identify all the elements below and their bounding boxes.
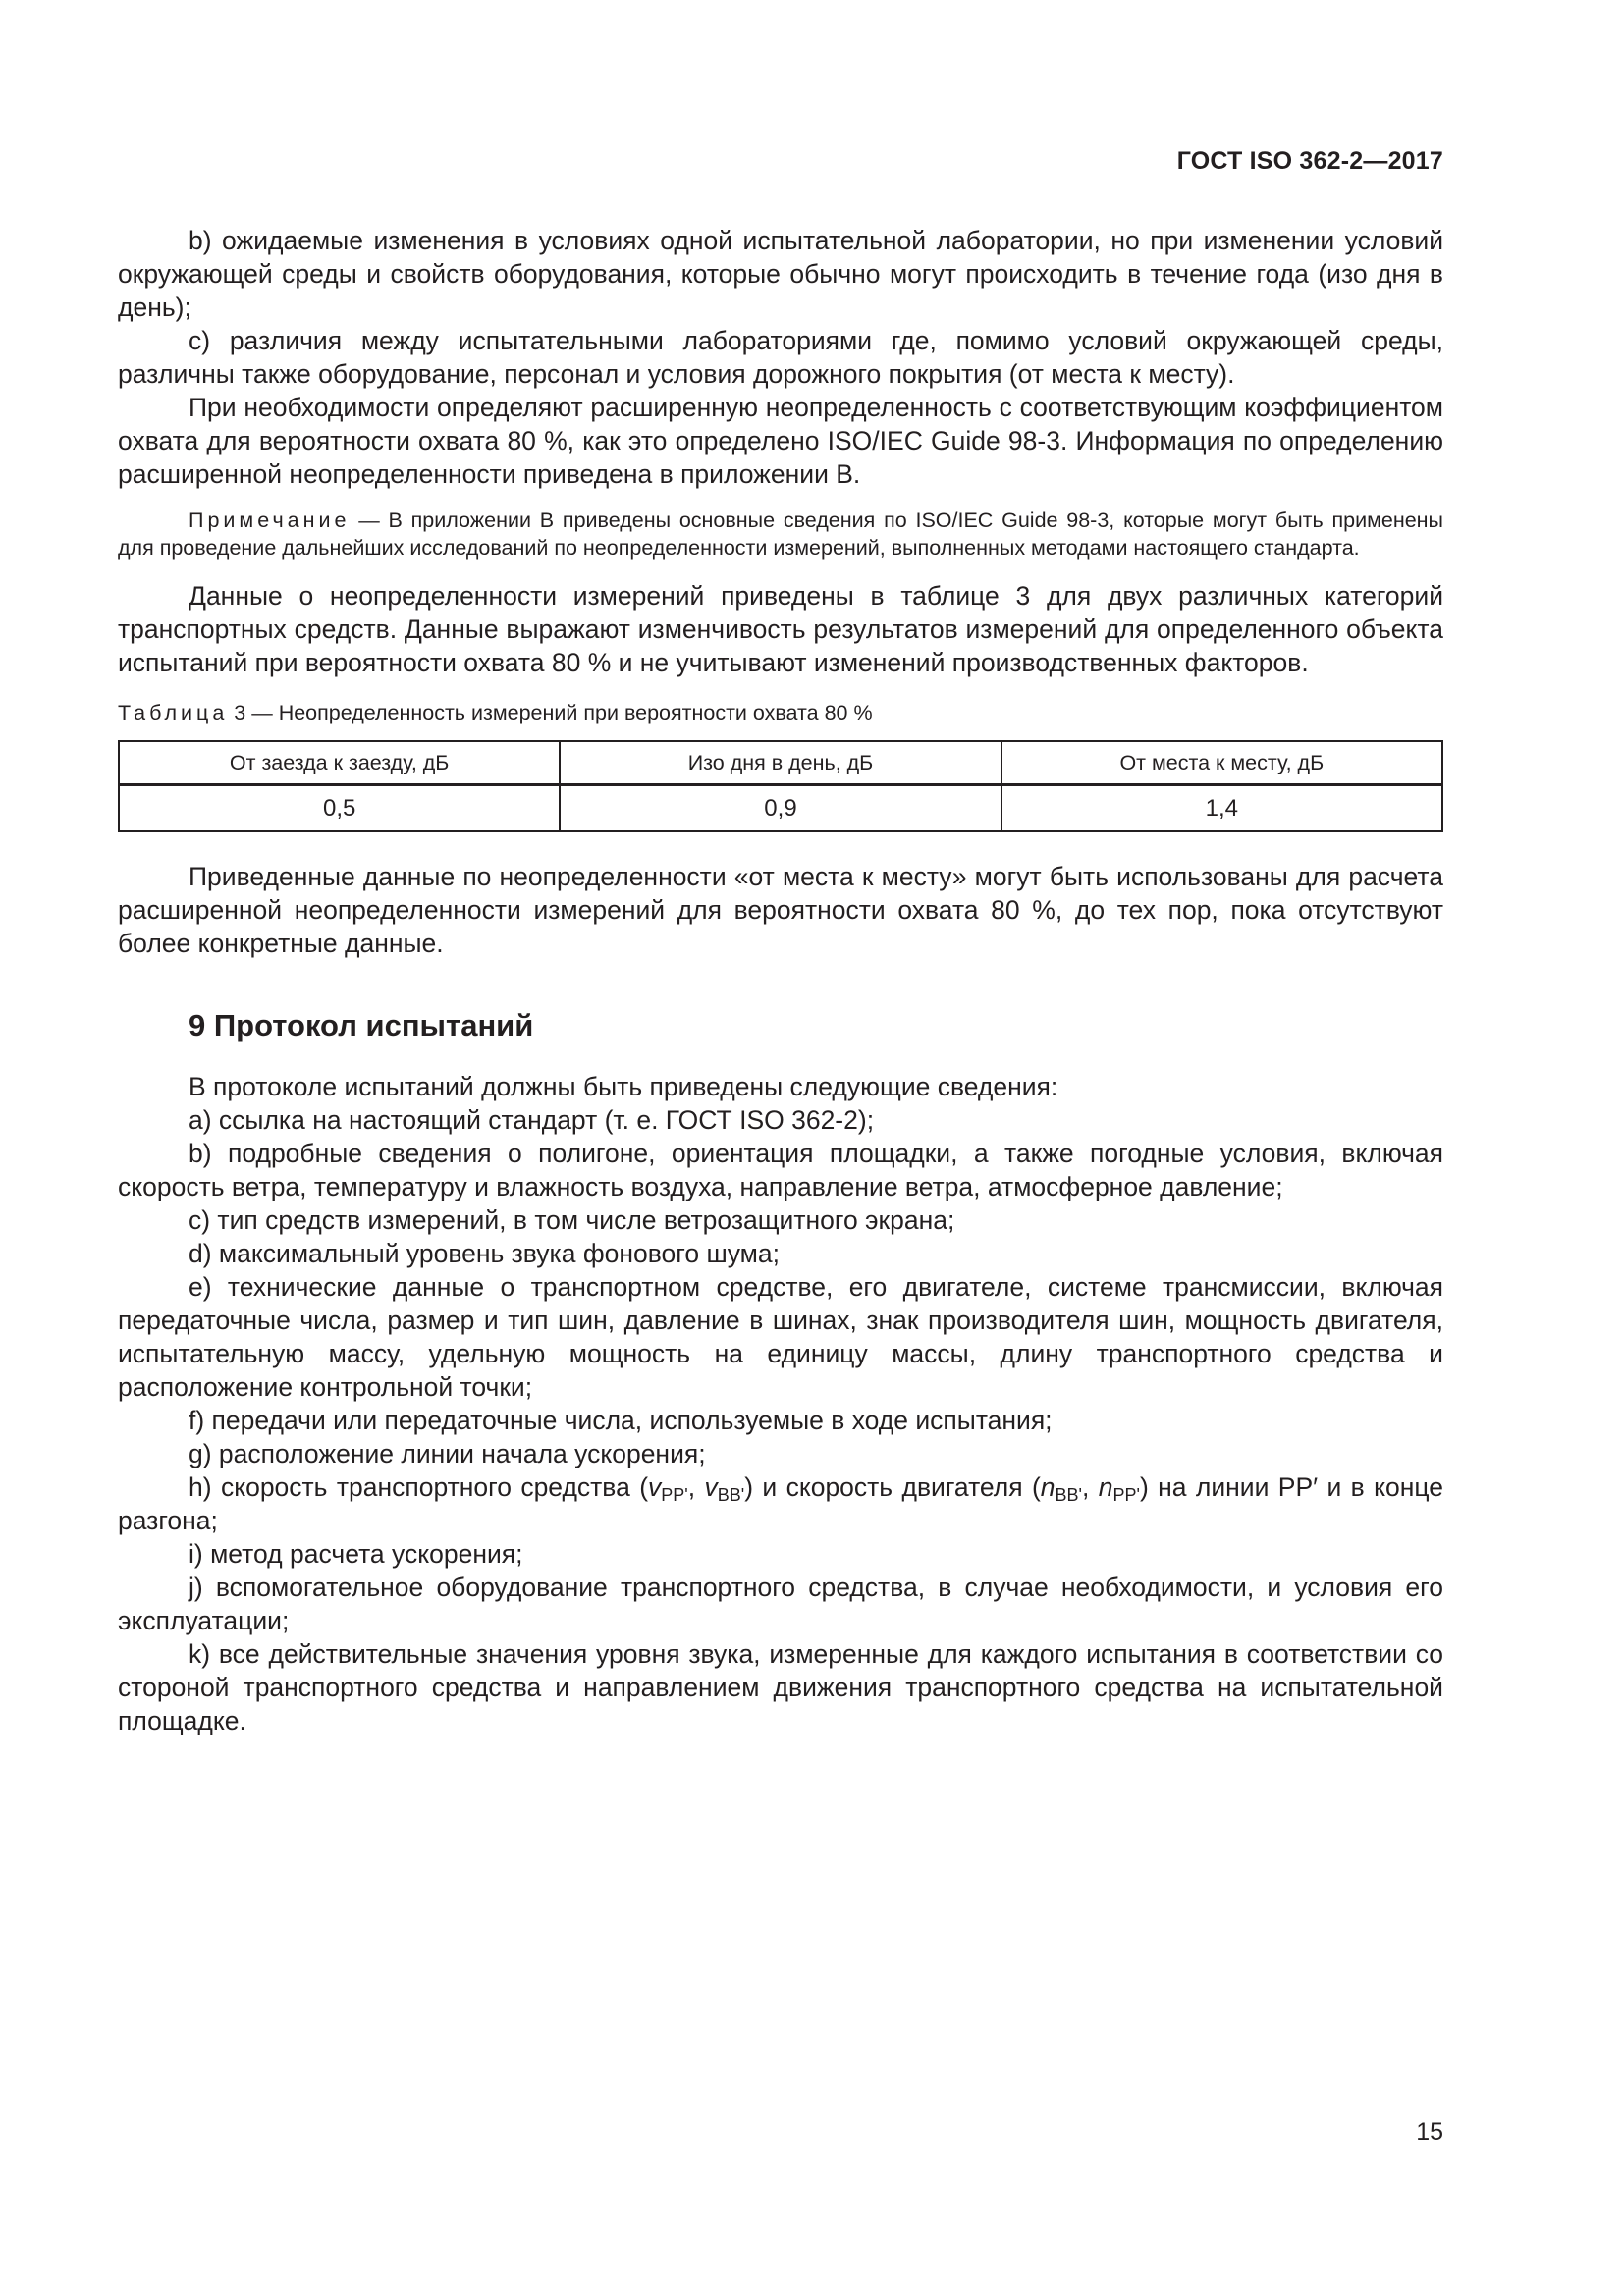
report-item-e: e) технические данные о транспортном средстве, его двигателе, системе трансмиссии, включая передаточные числа, размер и тип шин, давление в шинах, знак производителя шин, мощность двигателя, испытательную массу, удельную мощность на единицу массы, длину транспортного средства и расположение контрольной точки; [118,1272,1443,1402]
engine-speed-symbol: n [1098,1472,1113,1502]
table-header-cell: Изо дня в день, дБ [560,741,1001,785]
engine-speed-subscript: PP' [1112,1485,1140,1505]
item-h-text-middle: ) и скорость двигателя ( [744,1472,1041,1502]
report-item-k: k) все действительные значения уровня звука, измеренные для каждого испытания в соответствии со стороной транспортного средства и направлением движения транспортного средства на испытательной площадке. [118,1639,1443,1735]
note-text: — В приложении В приведены основные сведения по ISO/IEC Guide 98-3, которые могут быть применены для проведение дальнейших исследований по неопределенности измерений, выполненных методами настоящего стандарта. [118,508,1443,560]
separator: , [1082,1472,1099,1502]
document-id-header: ГОСТ ISO 362-2—2017 [1176,147,1443,175]
section-intro: В протоколе испытаний должны быть приведены следующие сведения: [189,1072,1058,1101]
table-cell: 0,5 [119,785,560,832]
table-header-cell: От места к месту, дБ [1001,741,1442,785]
velocity-subscript: BB' [717,1485,745,1505]
expanded-uncertainty-paragraph: При необходимости определяют расширенную неопределенность с соответствующим коэффициентом охвата для вероятности охвата 80 %, как это определено ISO/IEC Guide 98-3. Информация по определению расширенной неопределенности приведена в приложении В. [118,393,1443,489]
item-h-text-end: ) на линии PP′ и в конце разгона; [118,1472,1443,1535]
page-content [118,224,1443,1737]
velocity-symbol: v [704,1472,718,1502]
list-item-c-uncertainty: c) различия между испытательными лабораториями где, помимо условий окружающей среды, различны также оборудование, персонал и условия дорожного покрытия (от места к месту). [118,326,1443,389]
report-item-h [118,1470,1443,1537]
report-item-c: c) тип средств измерений, в том числе ветрозащитного экрана; [189,1205,955,1235]
velocity-subscript: PP' [661,1485,688,1505]
list-item-b-uncertainty: b) ожидаемые изменения в условиях одной испытательной лаборатории, но при изменении условий окружающей среды и свойств оборудования, которые обычно могут происходить в течение года (изо дня в день); [118,226,1443,322]
table-caption-label: Таблица [118,701,229,724]
report-item-i: i) метод расчета ускорения; [189,1539,523,1569]
table-header-cell: От заезда к заезду, дБ [119,741,560,785]
note-paragraph [118,507,1443,561]
report-item-d: d) максимальный уровень звука фонового шума; [189,1239,780,1268]
table-row [119,785,1442,832]
item-h-text-start: h) скорость транспортного средства ( [189,1472,649,1502]
table-cell: 1,4 [1001,785,1442,832]
separator: , [687,1472,705,1502]
engine-speed-subscript: BB' [1055,1485,1082,1505]
table-cell: 0,9 [560,785,1001,832]
report-item-f: f) передачи или передаточные числа, используемые в ходе испытания; [189,1406,1053,1435]
engine-speed-symbol: n [1040,1472,1056,1502]
note-label: Примечание [189,508,351,532]
velocity-symbol: v [648,1472,662,1502]
table-intro-paragraph: Данные о неопределенности измерений приведены в таблице 3 для двух различных категорий транспортных средств. Данные выражают изменчивость результатов измерений для определенного объекта испытаний при вероятности охвата 80 % и не учитывают изменений производственных факторов. [118,581,1443,677]
table-caption-text: 3 — Неопределенность измерений при вероятности охвата 80 % [228,701,873,724]
report-item-g: g) расположение линии начала ускорения; [189,1439,706,1468]
section-heading: 9 Протокол испытаний [189,1008,534,1042]
report-item-j: j) вспомогательное оборудование транспортного средства, в случае необходимости, и условия его эксплуатации; [118,1573,1443,1635]
report-item-b: b) подробные сведения о полигоне, ориентация площадки, а также погодные условия, включая скорость ветра, температуру и влажность воздуха, направление ветра, атмосферное давление; [118,1139,1443,1201]
report-item-a: a) ссылка на настоящий стандарт (т. е. ГОСТ ISO 362-2); [189,1105,875,1135]
uncertainty-table [118,740,1443,832]
table-header-row [119,741,1442,785]
page-number: 15 [1416,2118,1443,2146]
table-caption [118,699,1443,726]
after-table-paragraph: Приведенные данные по неопределенности «от места к месту» могут быть использованы для расчета расширенной неопределенности измерений для вероятности охвата 80 %, до тех пор, пока отсутствуют более конкретные данные. [118,862,1443,958]
